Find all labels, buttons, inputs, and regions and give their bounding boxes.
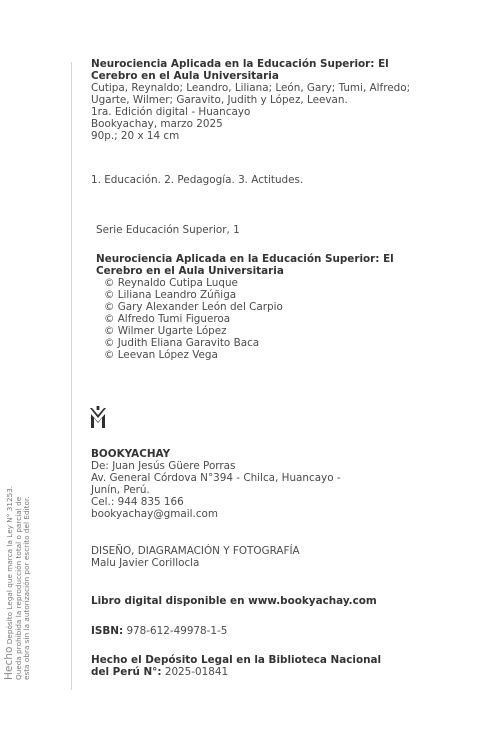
credits-title-line2: Cerebro en el Aula Universitaria — [96, 265, 284, 277]
publisher-address-line2: Junín, Perú. — [91, 484, 150, 496]
design-block — [91, 545, 300, 569]
page-count: 90p.; 20 x 14 cm — [91, 130, 180, 142]
legal-label: del Perú N°: — [91, 666, 162, 678]
side-note-line3: esta obra sin la autorización por escrito del Editor. — [22, 496, 32, 680]
publisher-date: Bookyachay, marzo 2025 — [91, 118, 223, 130]
credit-author: © Leevan López Vega — [104, 349, 218, 361]
credits-block — [96, 253, 394, 361]
publisher-name: BOOKYACHAY — [91, 448, 171, 460]
edition: 1ra. Edición digital - Huancayo — [91, 106, 251, 118]
catalog-record — [91, 58, 410, 142]
authors-line1: Cutipa, Reynaldo; Leandro, Liliana; León, Gary; Tumi, Alfredo; — [91, 82, 411, 94]
publisher-address-line1: Av. General Córdova N°394 - Chilca, Huancayo - — [91, 472, 341, 484]
side-note-prefix: Hecho — [3, 646, 15, 680]
credit-author: © Reynaldo Cutipa Luque — [104, 277, 238, 289]
isbn-label: ISBN: — [91, 625, 124, 637]
vertical-divider — [71, 62, 72, 690]
credit-author: © Liliana Leandro Zúñiga — [104, 289, 237, 301]
series: Serie Educación Superior, 1 — [96, 224, 240, 236]
design-label: DISEÑO, DIAGRAMACIÓN Y FOTOGRAFÍA — [91, 545, 300, 557]
legal-deposit — [91, 654, 381, 678]
publisher-logo-icon — [89, 406, 107, 430]
subjects: 1. Educación. 2. Pedagogía. 3. Actitudes. — [91, 174, 304, 186]
side-note-line1: Depósito Legal que marca la Ley N° 31253. — [5, 485, 14, 645]
publisher-block — [91, 448, 341, 520]
publisher-phone: Cel.: 944 835 166 — [91, 496, 184, 508]
isbn-line — [91, 625, 227, 637]
publisher-contact: De: Juan Jesús Güere Porras — [91, 460, 236, 472]
side-note-line2: Queda prohibida la reproducción total o parcial de — [13, 496, 23, 680]
legal-side-note — [5, 450, 55, 680]
credit-author: © Judith Eliana Garavito Baca — [104, 337, 260, 349]
credit-author: © Alfredo Tumi Figueroa — [104, 313, 231, 325]
publisher-email: bookyachay@gmail.com — [91, 508, 219, 520]
book-title-line1: Neurociencia Aplicada en la Educación Superior: El — [91, 58, 389, 70]
digital-availability: Libro digital disponible en www.bookyachay.com — [91, 595, 377, 607]
credit-author: © Gary Alexander León del Carpio — [104, 301, 283, 313]
book-title-line2: Cerebro en el Aula Universitaria — [91, 70, 279, 82]
legal-number: 2025-01841 — [164, 666, 229, 678]
authors-line2: Ugarte, Wilmer; Garavito, Judith y López, Leevan. — [91, 94, 348, 106]
isbn-value: 978-612-49978-1-5 — [126, 625, 228, 637]
legal-line1: Hecho el Depósito Legal en la Biblioteca Nacional — [91, 654, 382, 666]
credit-author: © Wilmer Ugarte López — [104, 325, 227, 337]
design-name: Malu Javier Corillocla — [91, 557, 200, 569]
credits-title-line1: Neurociencia Aplicada en la Educación Superior: El — [96, 253, 394, 265]
